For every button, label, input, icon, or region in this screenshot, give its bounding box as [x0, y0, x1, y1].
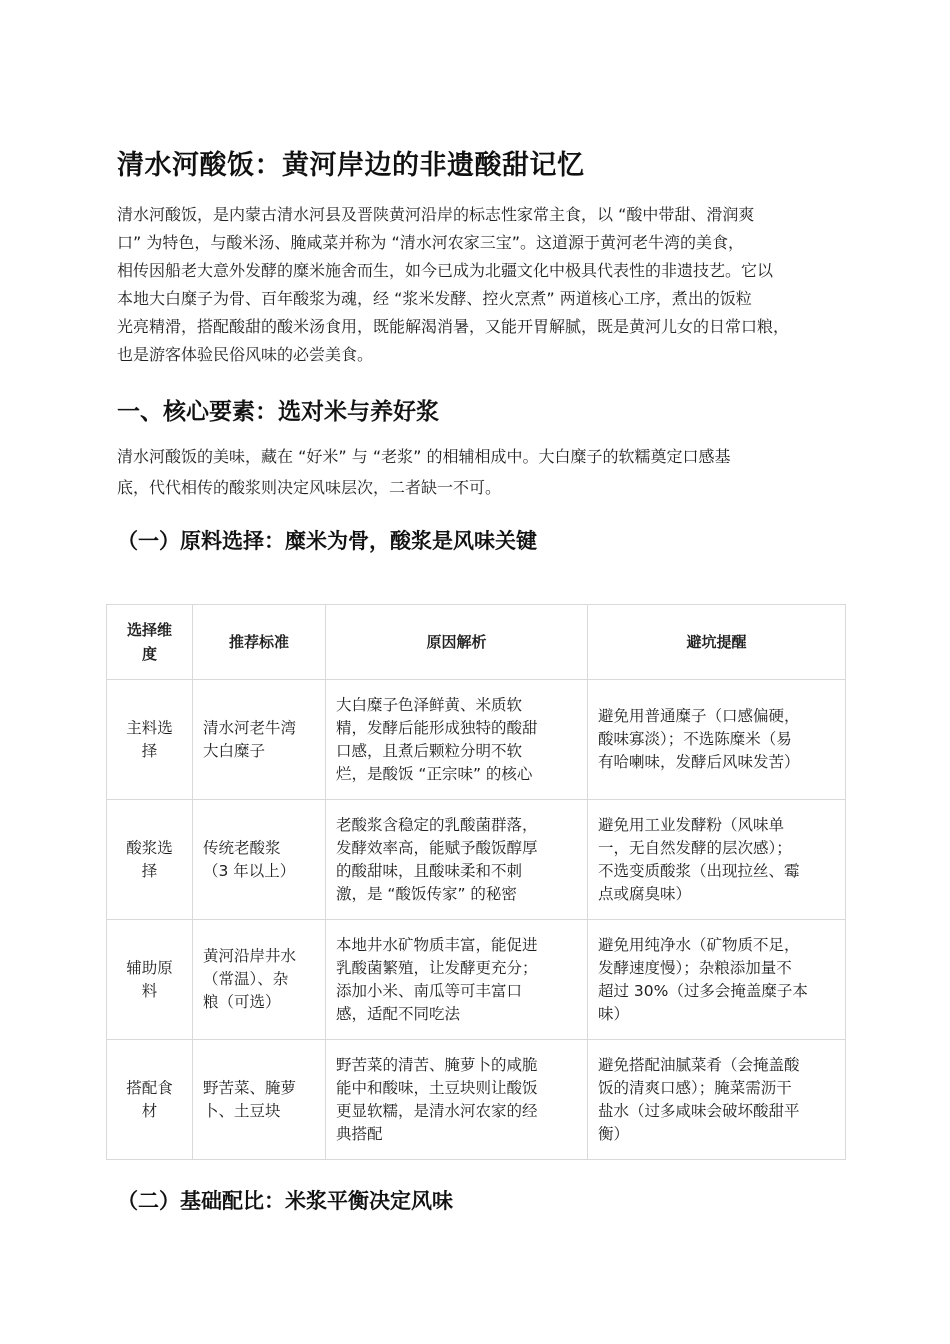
table-row	[107, 920, 846, 1040]
intro-line: 光亮精滑，搭配酸甜的酸米汤食用，既能解渴消暑，又能开胃解腻，既是黄河儿女的日常口粮，	[117, 317, 790, 336]
cell-reason: 老酸浆含稳定的乳酸菌群落， 发酵效率高，能赋予酸饭醇厚 的酸甜味，且酸味柔和不刺 激，是 “酸饭传家” 的秘密	[326, 800, 588, 920]
intro-line: 本地大白糜子为骨、百年酸浆为魂，经 “浆米发酵、控火烹煮” 两道核心工序，煮出的饭粒	[117, 289, 752, 308]
intro-line: 口” 为特色，与酸米汤、腌咸菜并称为 “清水河农家三宝”。这道源于黄河老牛湾的美食，	[117, 233, 745, 252]
cell-warning: 避免用纯净水（矿物质不足， 发酵速度慢）；杂粮添加量不 超过 30%（过多会掩盖糜子本 味）	[588, 920, 846, 1040]
table-header-row	[107, 605, 846, 680]
cell-warning: 避免用普通糜子（口感偏硬， 酸味寡淡）；不选陈糜米（易 有哈喇味，发酵后风味发苦）	[588, 680, 846, 800]
subsection-heading-ratio: （二）基础配比：米浆平衡决定风味	[117, 1189, 453, 1213]
header-dimension: 选择维 度	[107, 605, 193, 680]
cell-dimension: 辅助原 料	[107, 920, 193, 1040]
section-heading-core-elements: 一、核心要素：选对米与养好浆	[117, 399, 439, 425]
cell-dimension: 主料选 择	[107, 680, 193, 800]
section-paragraph-line: 清水河酸饭的美味，藏在 “好米” 与 “老浆” 的相辅相成中。大白糜子的软糯奠定口感基	[117, 447, 731, 466]
cell-warning: 避免搭配油腻菜肴（会掩盖酸 饭的清爽口感）；腌菜需沥干 盐水（过多咸味会破坏酸甜平 衡）	[588, 1040, 846, 1160]
header-warning: 避坑提醒	[588, 605, 846, 680]
subsection-heading-ingredients: （一）原料选择：糜米为骨，酸浆是风味关键	[117, 529, 537, 553]
section-paragraph-line: 底，代代相传的酸浆则决定风味层次，二者缺一不可。	[117, 478, 502, 497]
cell-dimension: 酸浆选 择	[107, 800, 193, 920]
cell-reason: 野苦菜的清苦、腌萝卜的咸脆 能中和酸味，土豆块则让酸饭 更显软糯，是清水河农家的经 典搭配	[326, 1040, 588, 1160]
cell-reason: 大白糜子色泽鲜黄、米质软 精，发酵后能形成独特的酸甜 口感，且煮后颗粒分明不软 烂，是酸饭 “正宗味” 的核心	[326, 680, 588, 800]
table-row	[107, 800, 846, 920]
intro-line: 相传因船老大意外发酵的糜米施舍而生，如今已成为北疆文化中极具代表性的非遗技艺。它以	[117, 261, 774, 280]
ingredient-selection-table	[106, 604, 846, 1160]
cell-standard: 传统老酸浆 （3 年以上）	[193, 800, 326, 920]
intro-line: 清水河酸饭，是内蒙古清水河县及晋陕黄河沿岸的标志性家常主食，以 “酸中带甜、滑润爽	[117, 205, 755, 224]
cell-warning: 避免用工业发酵粉（风味单 一，无自然发酵的层次感）； 不选变质酸浆（出现拉丝、霉 点或腐臭味）	[588, 800, 846, 920]
cell-standard: 黄河沿岸井水 （常温）、杂 粮（可选）	[193, 920, 326, 1040]
intro-paragraph	[117, 201, 845, 369]
header-standard: 推荐标准	[193, 605, 326, 680]
cell-reason: 本地井水矿物质丰富，能促进 乳酸菌繁殖，让发酵更充分； 添加小米、南瓜等可丰富口 感，适配不同吃法	[326, 920, 588, 1040]
page-title: 清水河酸饭：黄河岸边的非遗酸甜记忆	[117, 150, 585, 181]
cell-dimension: 搭配食 材	[107, 1040, 193, 1160]
section-paragraph	[117, 441, 845, 503]
table-row	[107, 1040, 846, 1160]
intro-line: 也是游客体验民俗风味的必尝美食。	[117, 345, 374, 364]
header-reason: 原因解析	[326, 605, 588, 680]
cell-standard: 野苦菜、腌萝 卜、土豆块	[193, 1040, 326, 1160]
table-row	[107, 680, 846, 800]
cell-standard: 清水河老牛湾 大白糜子	[193, 680, 326, 800]
